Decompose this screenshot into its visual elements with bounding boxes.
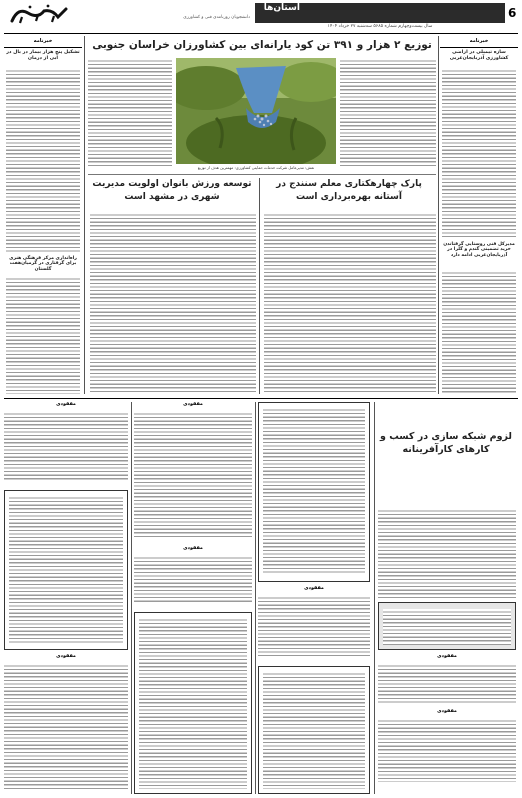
notice-lost-3	[134, 402, 252, 542]
newspaper-logo	[8, 3, 70, 27]
notice-lost-text	[378, 663, 516, 703]
masthead-divider	[4, 33, 518, 34]
right-column-kicker: خبرنامه	[469, 38, 489, 44]
notice-box-3	[258, 666, 370, 794]
lead-body-right	[340, 58, 436, 166]
section-title: استان‌ها	[263, 3, 300, 13]
right-story1-title: سازه تیمبلی در اراضی کشاورزی آذربایجان‌غربی	[449, 50, 509, 61]
right-column-header	[440, 36, 518, 48]
fertilizer-hands-photo-icon	[176, 58, 336, 164]
notice-auction-box	[258, 402, 370, 582]
notice-box-text	[383, 609, 511, 645]
column-rule	[259, 178, 260, 394]
notice-lost-4-title: مفقودی	[183, 546, 203, 551]
network-body	[378, 508, 516, 598]
lead-body-left	[88, 58, 172, 168]
notice-lost-2-text	[258, 595, 370, 657]
left-column-header	[4, 36, 82, 48]
issue-info: سال بیست‌وچهارم شماره ۵۶۸۵ سه‌شنبه ۲۷ خرداد ۱۴۰۴	[327, 24, 433, 29]
notice-lost-text-2	[378, 718, 516, 782]
notice-lost-6-title: مفقودی	[56, 654, 76, 659]
column-rule	[255, 402, 256, 794]
section-divider	[88, 174, 436, 175]
left-story2-body	[6, 276, 80, 394]
network-headline: لزوم شبکه سازی در کسب و کارهای کارآفرینانه	[380, 431, 512, 455]
notice-lost-3-title: مفقودی	[183, 402, 203, 407]
masthead	[0, 0, 522, 33]
lead-photo-caption: نقش: مدیرعامل شرکت خدمات حمایتی کشاورزی: مهمترین هدف از توزیع	[197, 165, 315, 170]
left-story2-title: راه‌اندازی مرکز فرهنگی هنری برای گرفتاری در گرمیان‌هفت گلستان	[9, 256, 77, 272]
column-rule	[374, 402, 375, 794]
park-headline: پارک چهارهکتاری معلم سنندج در آستانه بهره‌برداری است	[276, 179, 422, 202]
women-sports-body	[90, 212, 256, 394]
notice-auction-text	[263, 407, 365, 575]
notice-lost-title-2: مفقودی	[437, 709, 457, 714]
page-number: 6	[508, 6, 517, 20]
park-body	[264, 212, 436, 394]
left-column-kicker: خبرنامه	[33, 38, 53, 44]
column-rule	[84, 36, 85, 394]
notice-box-4	[134, 612, 252, 794]
notice-box-3-text	[263, 671, 365, 789]
lead-photo	[176, 58, 336, 164]
lead-headline: توزیع ۲ هزار و ۳۹۱ تن کود یارانه‌ای بین کشاورزان خراسان جنوبی	[92, 39, 432, 51]
right-story2-title: مدیرکل فنی روستایی گرفتاندن خرید تضمینی گندم و گلزا در آذربایجان‌غربی ادامه دارد	[443, 242, 515, 258]
notice-lost-6-text	[4, 663, 128, 789]
notice-lost-4	[134, 546, 252, 608]
right-story2-body	[442, 270, 516, 395]
women-sports-headline: توسعه ورزش بانوان اولویت مدیریت شهری در مشهد است	[92, 179, 252, 202]
notice-lost-1	[378, 654, 516, 794]
notice-lost-2-title: مفقودی	[304, 586, 324, 591]
column-rule	[131, 402, 132, 794]
notice-box-gray	[378, 602, 516, 650]
notice-lost-title: مفقودی	[437, 654, 457, 659]
right-story1-body	[442, 68, 516, 238]
ads-divider	[4, 398, 518, 399]
notice-lost-2	[258, 586, 370, 662]
logo-mark-icon	[8, 3, 70, 27]
notice-lost-3-text	[134, 411, 252, 537]
notice-box-5	[4, 490, 128, 650]
notice-lost-5	[4, 402, 128, 486]
masthead-subtitle: دانشجویان روزنامه‌ی فنی و کشاورزی	[183, 15, 250, 20]
notice-box-4-text	[139, 617, 247, 789]
notice-lost-5-text	[4, 411, 128, 481]
column-rule	[438, 36, 439, 394]
left-story1-body	[6, 68, 80, 253]
notice-lost-6	[4, 654, 128, 794]
notice-lost-5-title: مفقودی	[56, 402, 76, 407]
notice-lost-4-text	[134, 555, 252, 603]
notice-box-5-text	[9, 495, 123, 645]
left-story1-title: تشکیل پنج هزار بیمار در بال در آبی از درمان	[6, 50, 80, 61]
network-story-header	[374, 402, 518, 506]
